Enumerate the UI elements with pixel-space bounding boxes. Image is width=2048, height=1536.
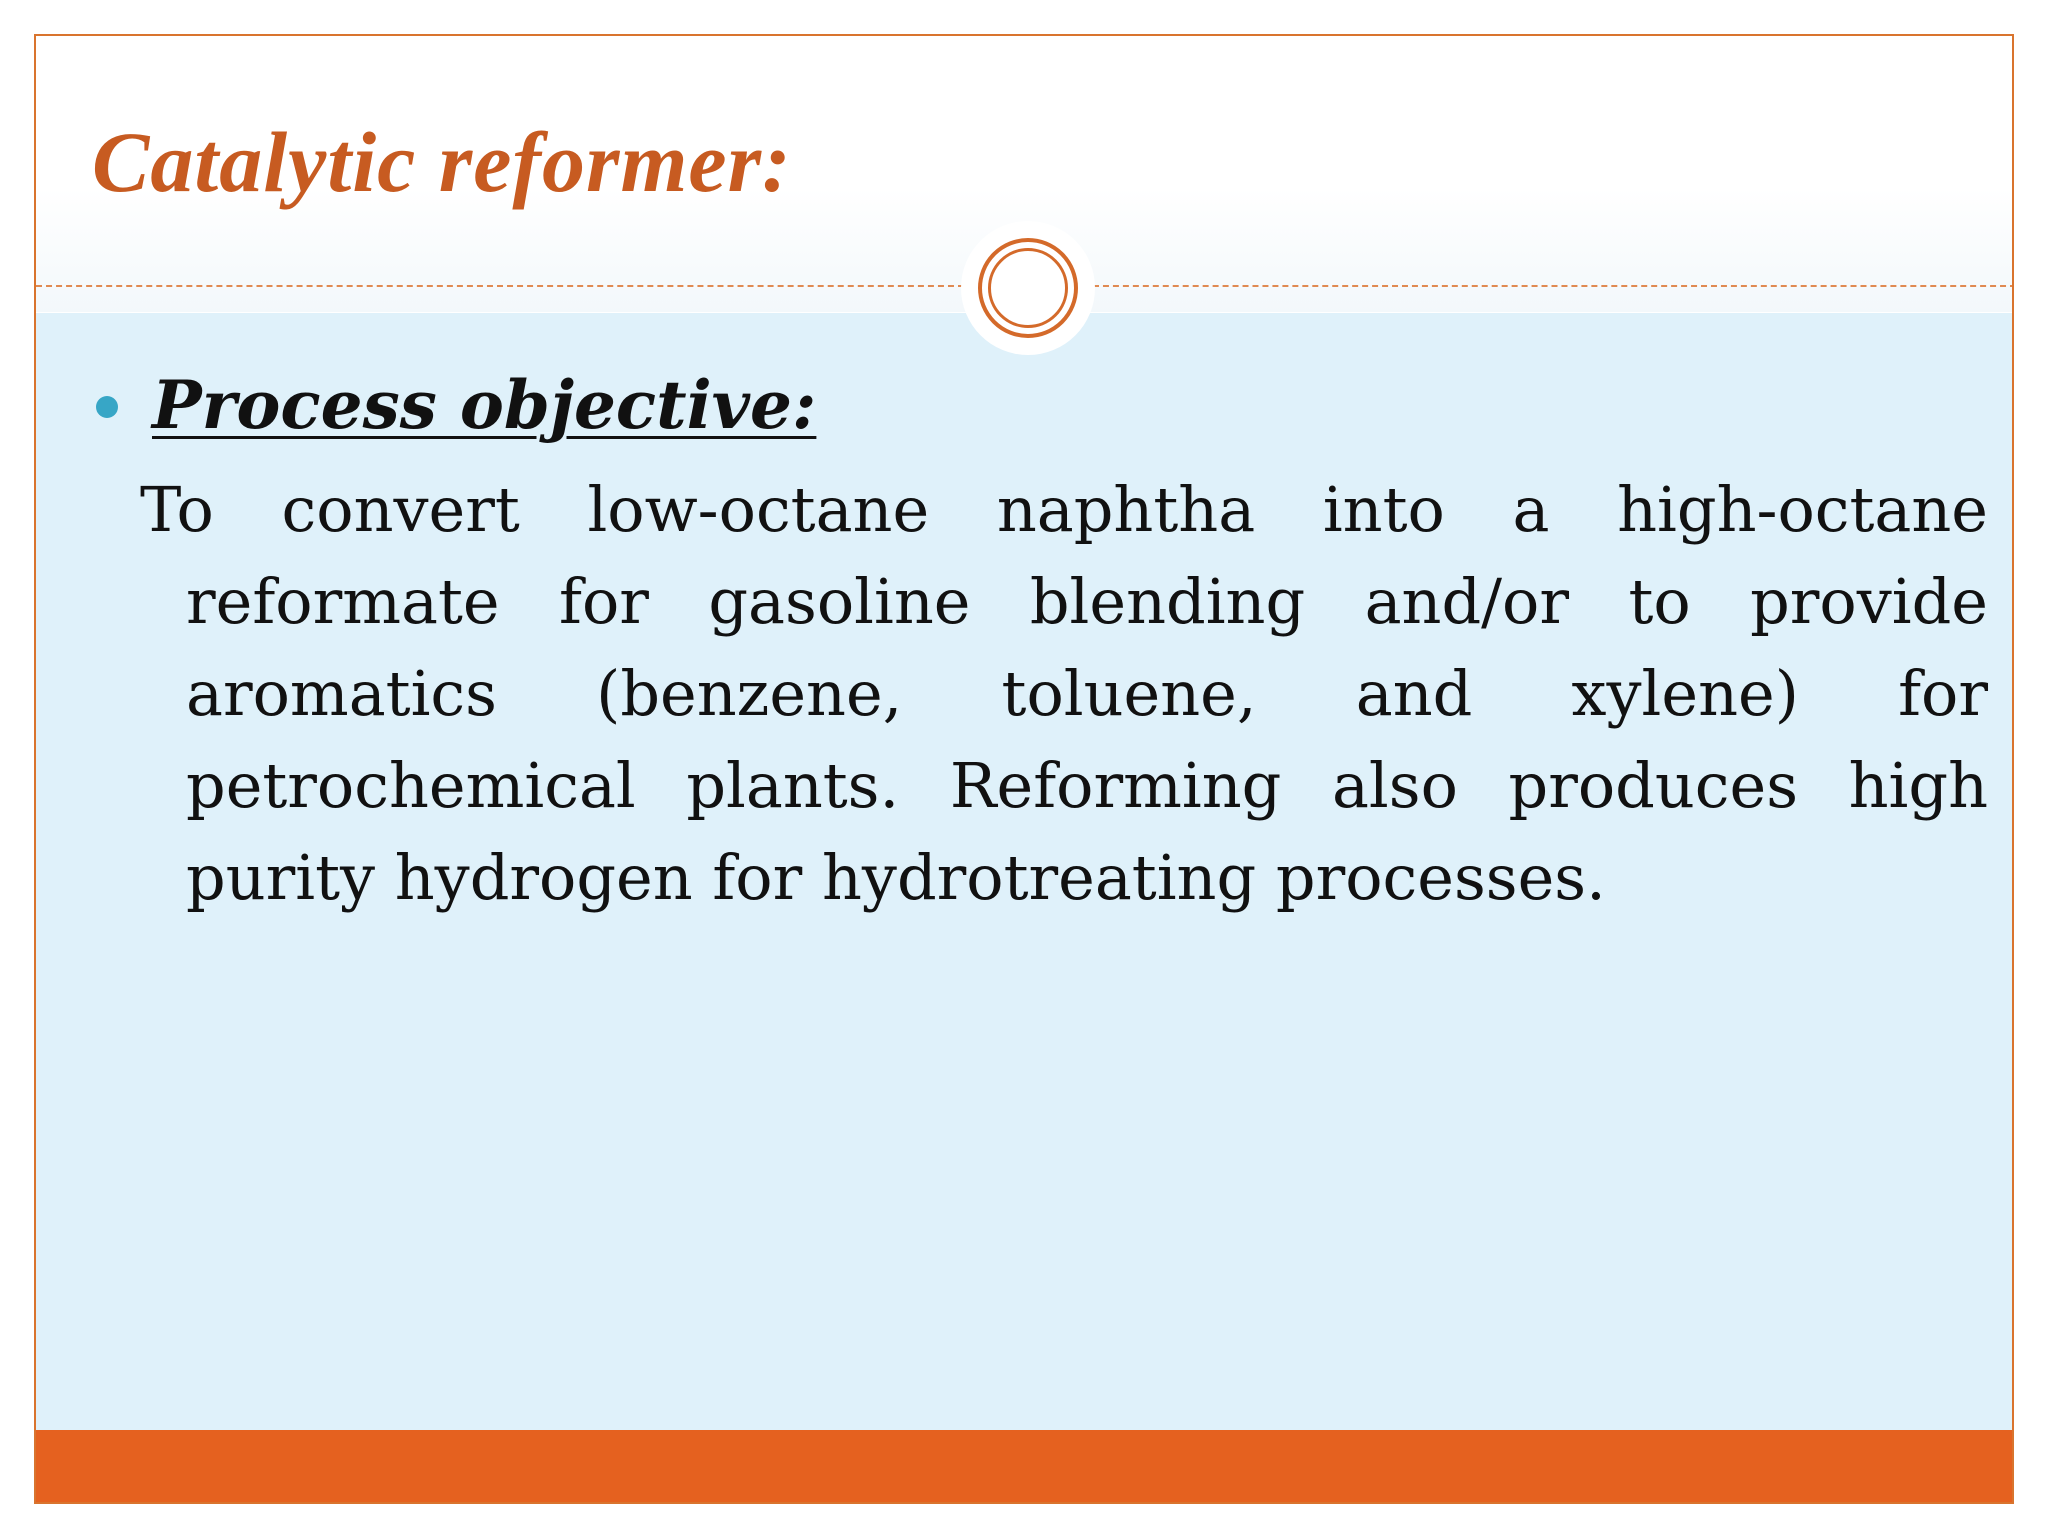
bullet-dot-icon [96,396,118,418]
circle-ornament-icon [961,221,1095,355]
bullet-heading: Process objective: [152,366,817,444]
footer-bar [36,1430,2012,1502]
slide-title: Catalytic reformer: [92,114,792,210]
title-divider-left [36,285,964,287]
ornament-inner-ring [988,248,1068,328]
slide [34,34,2014,1504]
body-paragraph: To convert low-octane naphtha into a high-octane reformate for gasoline blending and/or to provide aromatics (benzene, toluene, and xylene) for petrochemical plants. Reforming also produces high purity hydrogen for hydrotreating processes. [140,473,1988,914]
bullet-item [96,366,816,444]
title-divider-right [1093,285,2014,287]
